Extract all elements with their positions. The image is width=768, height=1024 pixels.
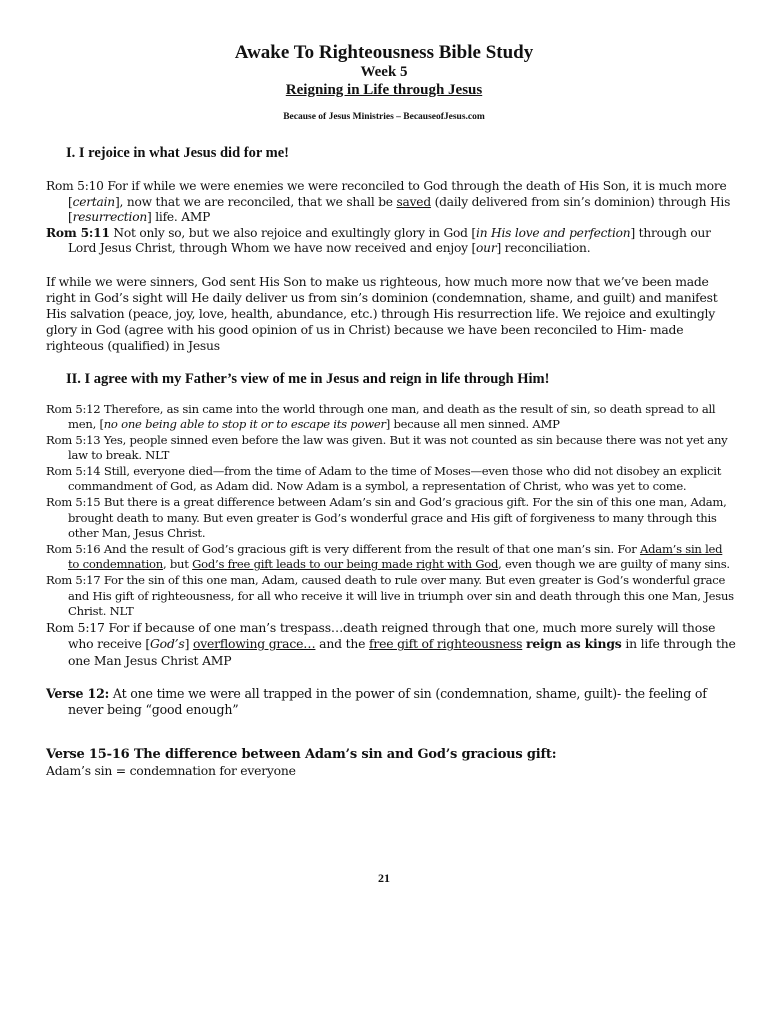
- verse-rom-5-14: [46, 464, 736, 495]
- verse-text: and the: [315, 636, 370, 652]
- verse-ref: Rom 5:17: [46, 573, 101, 588]
- verse-text: ] because all men sinned. AMP: [385, 417, 560, 432]
- verse-12-note: [46, 686, 736, 720]
- verse-ref: Rom 5:15: [46, 495, 101, 510]
- verse-text: in life through the one Man Jesus Christ AMP: [68, 636, 736, 669]
- verse-text: , even though we are guilty of many sins.: [498, 557, 730, 572]
- verse-underline: saved: [396, 194, 431, 209]
- verse-ref: Rom 5:11: [46, 225, 110, 240]
- verse-underline: God’s free gift leads to our being made right with God: [192, 557, 499, 572]
- page-number: 21: [378, 871, 390, 885]
- verse-ref: Rom 5:13: [46, 432, 101, 447]
- verse-ref: Rom 5:10: [46, 179, 104, 193]
- verse-ref: Rom 5:16: [46, 541, 101, 556]
- verse-rom-5-11: [46, 226, 736, 257]
- verse-text: ], now that we are reconciled, that we shall be: [114, 194, 397, 209]
- verse-text: For the sin of this one man, Adam, caused death to rule over many. But even greater is God’s wonderful grace and His gift of righteousness, for all who receive it will live in triumph over sin and death through this one Man, Jesus Christ. NLT: [68, 573, 734, 619]
- verse-underline: free gift of righteousness: [369, 636, 523, 652]
- verse-text: For if because of one man’s trespass…death reigned through that one, much more surely will those who receive [: [68, 619, 716, 652]
- note-text: At one time we were all trapped in the power of sin (condemnation, shame, guilt)- the feeling of never being “good enough”: [68, 685, 707, 718]
- verse-15-16-line: Adam’s sin = condemnation for everyone: [46, 763, 296, 779]
- verse-underline: overflowing grace…: [192, 636, 316, 652]
- note-label: Verse 12:: [46, 685, 110, 701]
- verse-text: ] reconciliation.: [496, 241, 591, 255]
- lesson-subtitle: Reigning in Life through Jesus: [285, 82, 483, 98]
- verse-bold: reign as kings: [526, 636, 622, 652]
- section-2-heading: II. I agree with my Father’s view of me in Jesus and reign in life through Him!: [66, 370, 550, 387]
- verse-italic: resurrection: [72, 210, 147, 224]
- verse-rom-5-12: [46, 402, 736, 433]
- verse-italic: no one being able to stop it or to escape its power: [103, 417, 386, 432]
- verse-text: Yes, people sinned even before the law was given. But it was not counted as sin because there was not yet any law to break. NLT: [68, 432, 728, 463]
- verse-15-16-heading: Verse 15-16 The difference between Adam’s sin and God’s gracious gift:: [46, 747, 557, 763]
- verse-rom-5-17-amp: [46, 620, 736, 670]
- verse-underline: Adam’s sin led to condemnation: [68, 541, 723, 572]
- document-header: [0, 42, 768, 123]
- document-title: Awake To Righteousness Bible Study: [234, 42, 534, 63]
- verse-text: (daily delivered from sin’s dominion) through His [: [68, 194, 731, 224]
- document-body: [46, 144, 736, 779]
- verse-rom-5-15: [46, 495, 736, 542]
- verse-ref: Rom 5:12: [46, 401, 101, 416]
- ministry-line: Because of Jesus Ministries – BecauseofJesus.com: [283, 112, 485, 122]
- verse-text: ]: [184, 636, 193, 652]
- verse-text: Still, everyone died—from the time of Adam to the time of Moses—even those who did not disobey an explicit commandment of God, as Adam did. Now Adam is a symbol, a representation of Christ, who was yet to come.: [68, 463, 722, 494]
- verse-rom-5-13: [46, 433, 736, 464]
- verse-italic: certain: [72, 194, 115, 209]
- verse-text: ] through our Lord Jesus Christ, through Whom we have now received and enjoy [: [68, 225, 711, 255]
- verse-text: Not only so, but we also rejoice and exultingly glory in God [: [109, 225, 476, 240]
- section-1-heading: I. I rejoice in what Jesus did for me!: [66, 145, 289, 161]
- section-1-paragraph: If while we were sinners, God sent His Son to make us righteous, how much more now that we’ve been made right in God’s sight will He daily deliver us from sin’s dominion (condemnation, shame, and guilt) and manifest His salvation (peace, joy, love, health, abundance, etc.) through His resurrection life. We rejoice and exultingly glory in God (agree with his good opinion of us in Christ) because we have been reconciled to Him- made righteous (qualified) in Jesus: [46, 273, 718, 354]
- verse-text: And the result of God’s gracious gift is very different from the result of that one man’s sin. For: [100, 541, 640, 556]
- verse-rom-5-10: [46, 179, 736, 226]
- verse-text: ] life. AMP: [146, 210, 211, 224]
- verse-text: , but: [162, 557, 193, 572]
- verse-italic: in His love and perfection: [476, 225, 631, 240]
- verse-rom-5-17-nlt: [46, 573, 736, 620]
- verse-italic: God’s: [149, 636, 185, 652]
- verse-rom-5-16: [46, 542, 736, 573]
- verse-ref: Rom 5:14: [46, 463, 101, 478]
- verse-ref: Rom 5:17: [46, 619, 105, 635]
- verse-text: Therefore, as sin came into the world through one man, and death as the result of sin, so death spread to all men, [: [68, 401, 716, 432]
- verse-text: For if while we were enemies we were reconciled to God through the death of His Son, it is much more [: [68, 179, 727, 209]
- verse-text: But there is a great difference between Adam’s sin and God’s gracious gift. For the sin of this one man, Adam, brought death to many. But even greater is God’s wonderful grace and His gift of forgiveness to many through this other Man, Jesus Christ.: [68, 495, 727, 541]
- verse-italic: our: [476, 241, 497, 255]
- week-label: Week 5: [360, 64, 408, 80]
